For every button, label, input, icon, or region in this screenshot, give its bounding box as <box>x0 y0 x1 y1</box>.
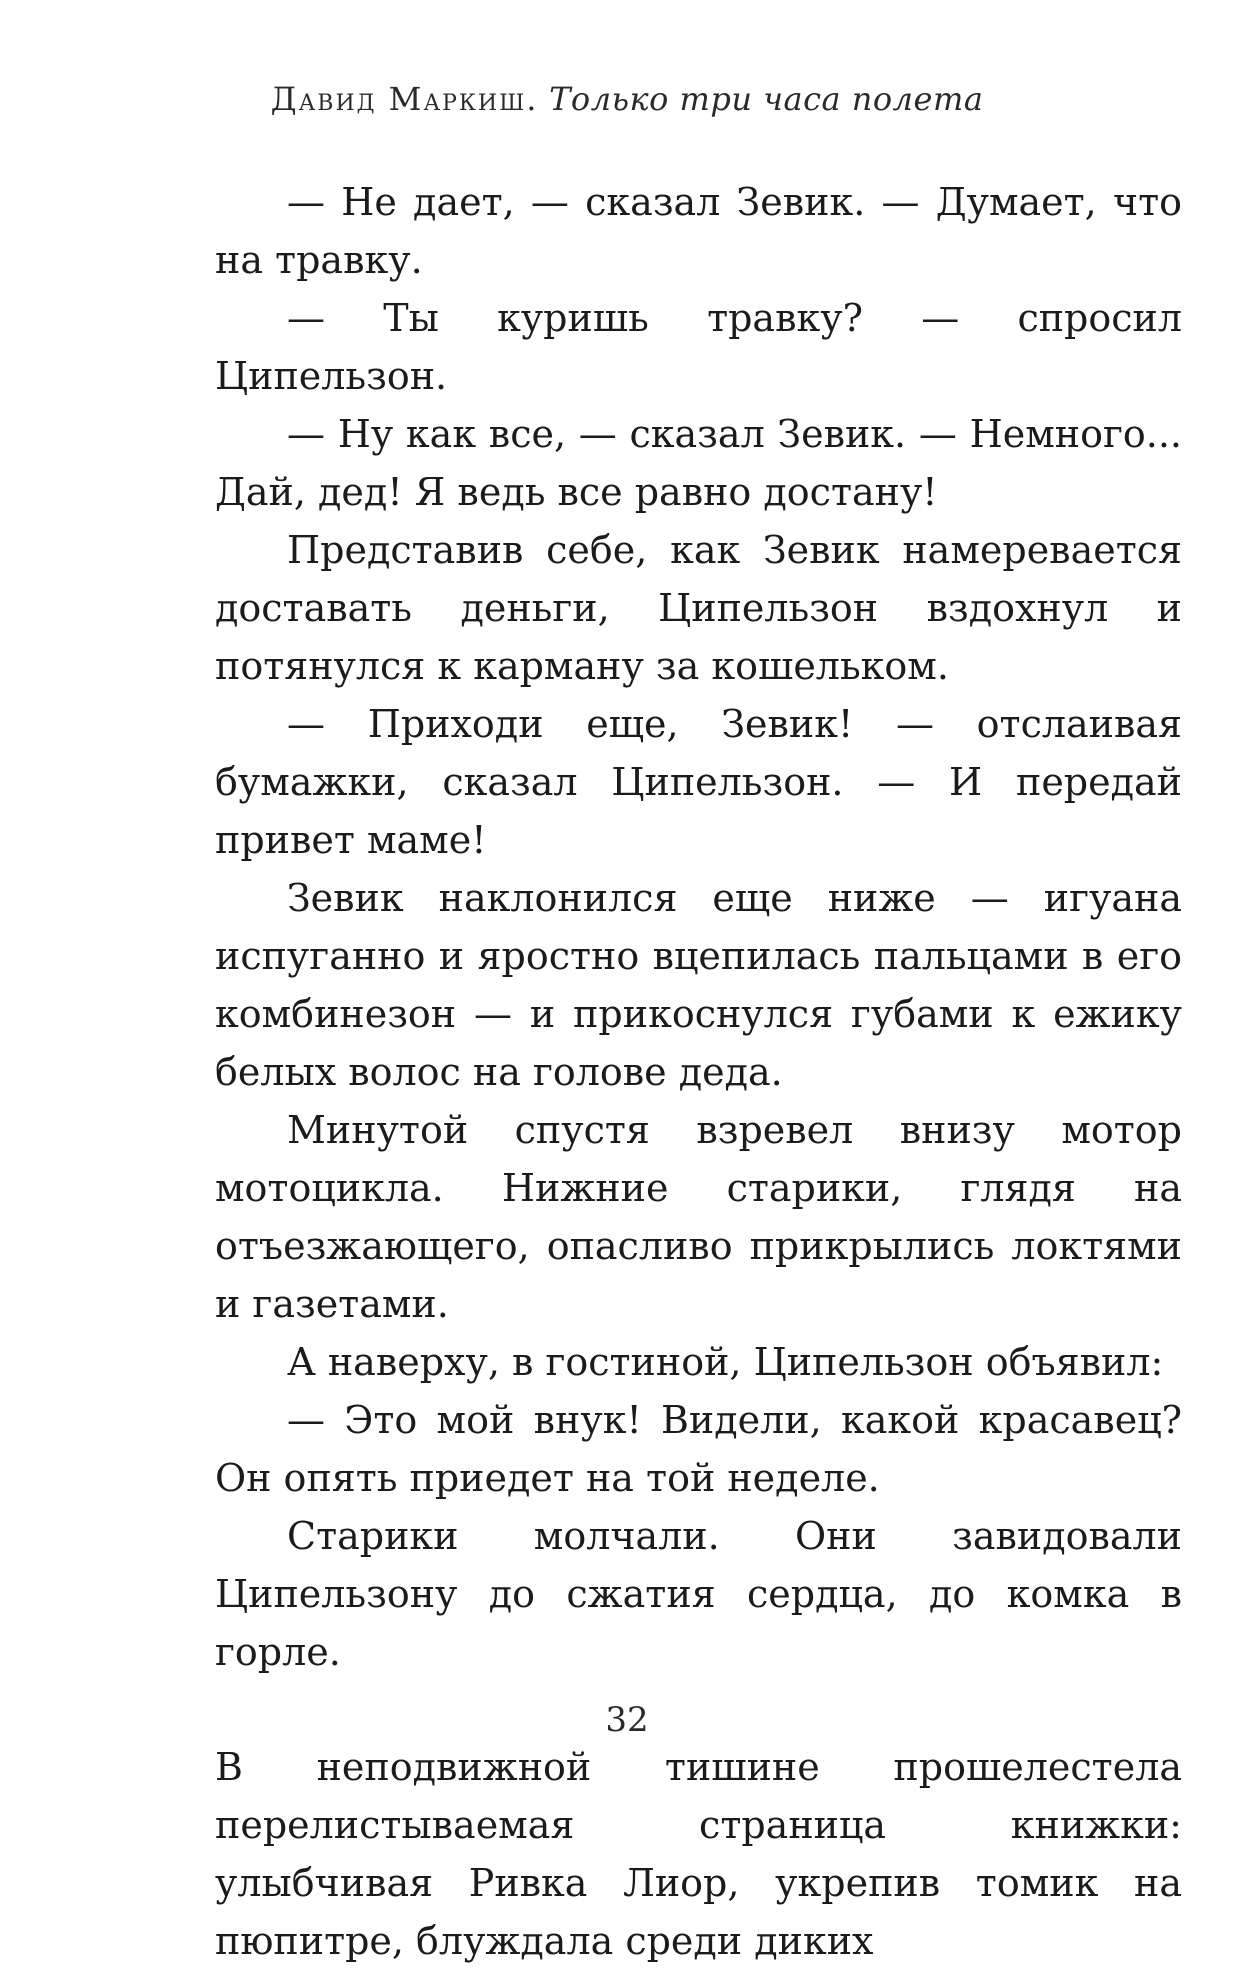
paragraph: А наверху, в гостиной, Ципельзон объявил: <box>287 1340 1164 1384</box>
section-start-paragraph: В неподвижной тишине прошелестела перелистываемая страница книжки: улыбчивая Ривка Лиор, укрепив томик на пюпитре, блуждала среди диких <box>215 1745 1182 1963</box>
running-head-title: Только три часа полета <box>549 80 984 118</box>
paragraph: Представив себе, как Зевик намеревается доставать деньги, Ципельзон вздохнул и потянулся к карману за кошельком. <box>215 528 1182 688</box>
paragraph: — Не дает, — сказал Зевик. — Думает, что на травку. <box>215 180 1182 282</box>
paragraph: — Приходи еще, Зевик! — отслаивая бумажки, сказал Ципельзон. — И передай привет маме! <box>215 702 1182 862</box>
paragraph: Старики молчали. Они завидовали Ципельзону до сжатия сердца, до комка в горле. <box>215 1514 1182 1674</box>
paragraph: — Ну как все, — сказал Зевик. — Немного... Дай, дед! Я ведь все равно достану! <box>215 412 1182 514</box>
paragraph: Зевик наклонился еще ниже — игуана испуганно и яростно вцепилась пальцами в его комбинезон — и прикоснулся губами к ежику белых волос на голове деда. <box>215 876 1182 1094</box>
paragraph: — Это мой внук! Видели, какой красавец? Он опять приедет на той неделе. <box>215 1398 1182 1500</box>
page-number: 32 <box>605 1700 649 1740</box>
paragraph: — Ты куришь травку? — спросил Ципельзон. <box>215 296 1182 398</box>
paragraph: Минутой спустя взревел внизу мотор мотоцикла. Нижние старики, глядя на отъезжающего, опасливо прикрылись локтями и газетами. <box>215 1108 1182 1326</box>
running-head-author: Давид Маркиш. <box>270 80 539 118</box>
running-head <box>0 80 1254 118</box>
